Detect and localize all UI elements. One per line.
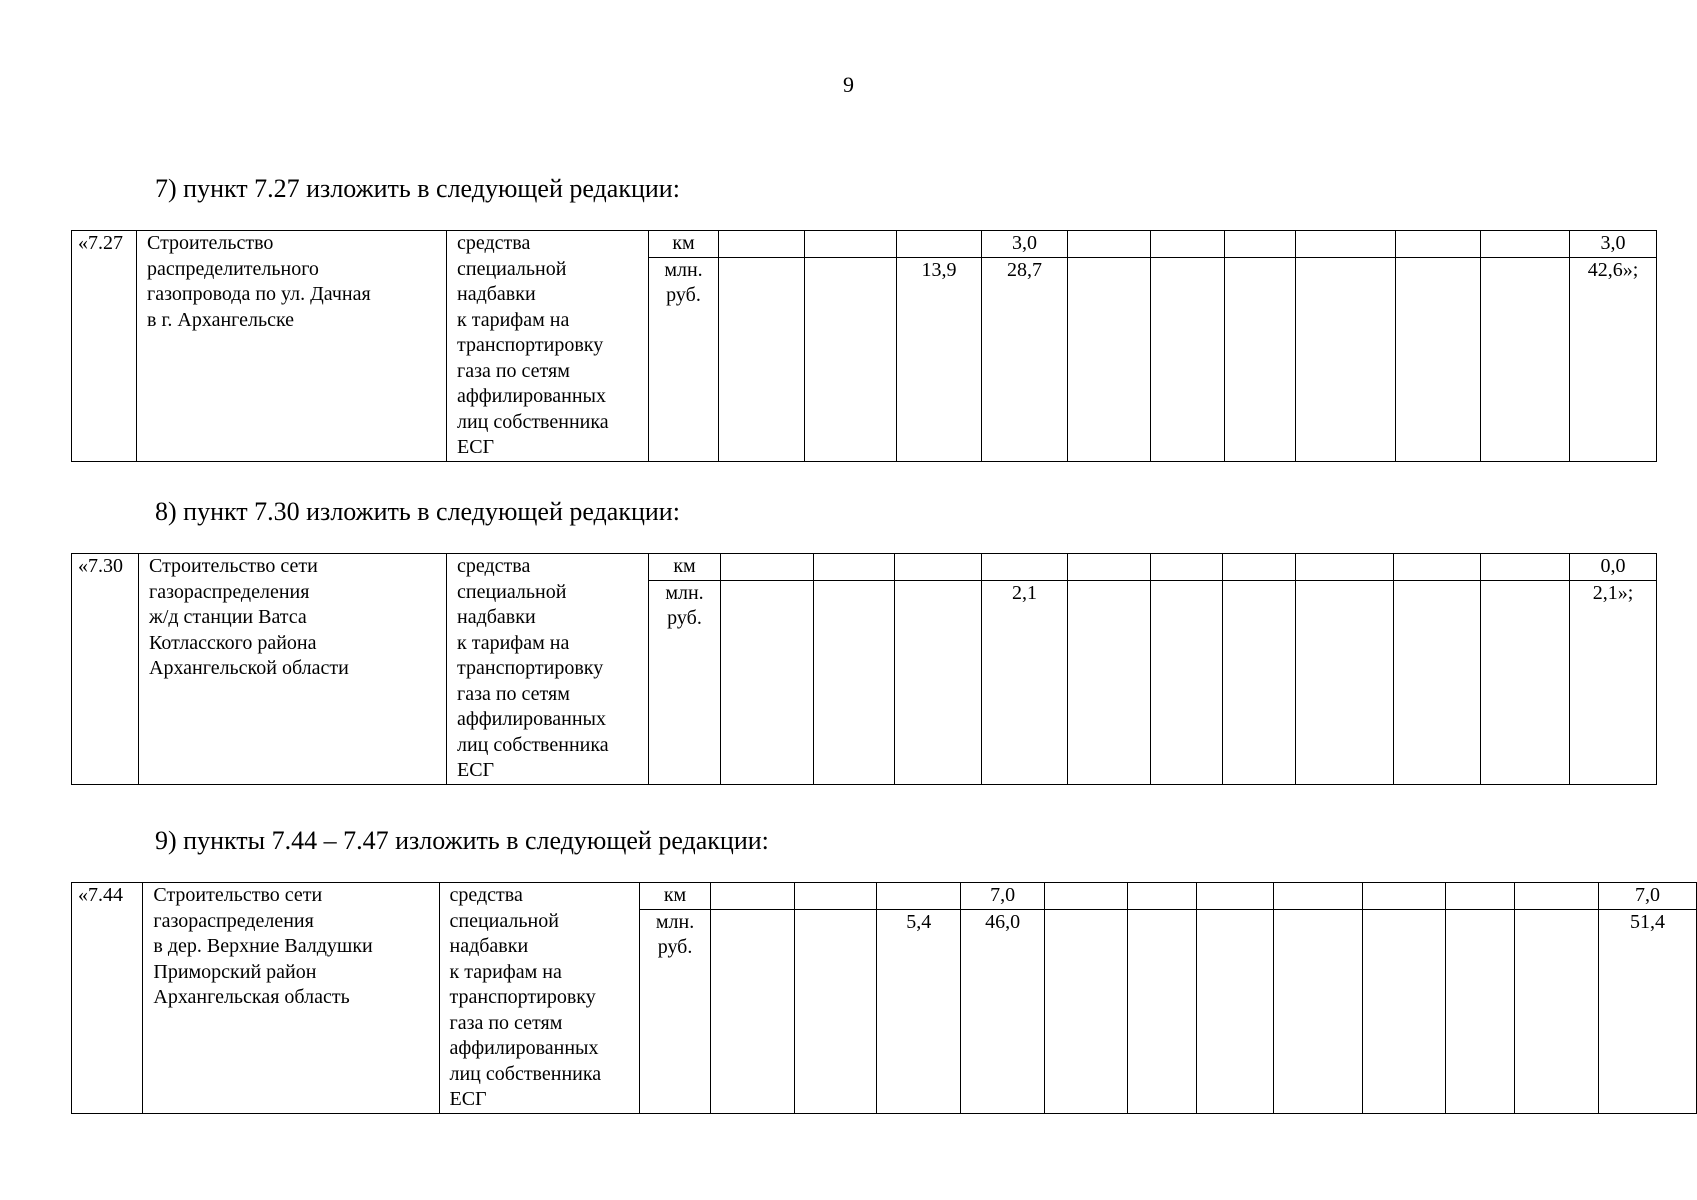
unit-money-line: млн.	[655, 910, 695, 933]
money-value-cell: 46,0	[961, 909, 1045, 1113]
section-heading-9: 9) пункты 7.44 – 7.47 изложить в следующей редакции:	[155, 826, 769, 855]
km-value-cell	[1197, 883, 1274, 910]
funding-source-line: средства	[457, 232, 531, 254]
funding-source-line: газа по сетям	[457, 359, 570, 382]
km-value-cell	[1274, 883, 1363, 910]
unit-money-line: руб.	[667, 607, 702, 629]
km-value-cell	[1481, 231, 1570, 258]
km-value-cell	[1296, 231, 1396, 258]
item-name-line: в дер. Верхние Валдушки	[153, 935, 373, 957]
km-value-cell: 3,0	[982, 231, 1068, 258]
money-value-cell	[1127, 909, 1196, 1113]
item-name-line: Строительство сети	[153, 884, 323, 906]
money-total-cell: 2,1»;	[1570, 580, 1657, 784]
funding-source-line: ЕСГ	[449, 1088, 487, 1110]
funding-source-line: транспортировку	[449, 986, 596, 1008]
item-name-line: газораспределения	[149, 580, 310, 603]
money-value-cell	[1481, 580, 1570, 784]
funding-source-line: ЕСГ	[457, 759, 495, 781]
unit-money	[649, 580, 721, 784]
money-value-cell	[1223, 580, 1296, 784]
money-value-cell	[1363, 909, 1446, 1113]
section-heading-7: 7) пункт 7.27 изложить в следующей редакции:	[155, 174, 680, 203]
item-name-line: ж/д станции Ватса	[149, 606, 307, 628]
money-value-cell: 28,7	[982, 257, 1068, 461]
km-value-cell	[1151, 231, 1225, 258]
funding-source-line: лиц собственника	[457, 410, 609, 433]
km-value-cell	[721, 554, 814, 581]
money-value-cell: 2,1	[982, 580, 1068, 784]
money-value-cell	[1396, 257, 1481, 461]
section-heading-8: 8) пункт 7.30 изложить в следующей редакции:	[155, 497, 680, 526]
money-total-cell: 42,6»;	[1570, 257, 1657, 461]
money-value-cell	[814, 580, 895, 784]
km-value-cell	[711, 883, 795, 910]
item-name-line: Котласского района	[149, 631, 317, 654]
km-total-cell: 7,0	[1599, 883, 1697, 910]
funding-source	[439, 883, 640, 1114]
money-value-cell	[1197, 909, 1274, 1113]
km-value-cell	[1363, 883, 1446, 910]
km-value-cell	[1151, 554, 1223, 581]
money-value-cell	[1274, 909, 1363, 1113]
money-value-cell	[721, 580, 814, 784]
money-spacer-cell	[1515, 909, 1599, 1113]
funding-source-line: специальной	[449, 909, 559, 932]
item-name-line: Архангельская область	[153, 986, 350, 1008]
km-value-cell	[897, 231, 982, 258]
amendment-table-7-30	[71, 553, 1657, 785]
money-value-cell: 13,9	[897, 257, 982, 461]
funding-source	[447, 554, 649, 785]
unit-money	[649, 257, 719, 461]
unit-km: км	[649, 231, 719, 258]
money-value-cell: 5,4	[877, 909, 961, 1113]
page-number: 9	[843, 72, 854, 97]
item-name	[137, 231, 447, 462]
km-value-cell	[794, 883, 877, 910]
funding-source-line: газа по сетям	[457, 682, 570, 705]
funding-source-line: надбавки	[457, 283, 536, 305]
money-value-cell	[1068, 257, 1151, 461]
unit-money-line: руб.	[657, 936, 693, 958]
item-name	[139, 554, 447, 785]
km-value-cell	[1396, 231, 1481, 258]
money-value-cell	[1225, 257, 1296, 461]
km-value-cell	[877, 883, 961, 910]
item-name-line: Строительство сети	[149, 555, 318, 577]
item-name	[143, 883, 439, 1114]
funding-source-line: лиц собственника	[449, 1062, 602, 1085]
funding-source-line: надбавки	[457, 606, 536, 628]
km-value-cell	[1068, 231, 1151, 258]
km-value-cell	[719, 231, 805, 258]
funding-source	[447, 231, 649, 462]
item-name-line: распределительного	[147, 257, 319, 280]
money-value-cell	[895, 580, 982, 784]
km-value-cell: 7,0	[961, 883, 1045, 910]
km-value-cell	[1446, 883, 1515, 910]
money-value-cell	[794, 909, 877, 1113]
item-number: «7.30	[72, 554, 139, 785]
item-name-line: в г. Архангельске	[147, 308, 295, 331]
km-value-cell	[1296, 554, 1394, 581]
unit-money-line: руб.	[666, 284, 701, 306]
money-value-cell	[1296, 580, 1394, 784]
funding-source-line: транспортировку	[457, 334, 604, 356]
km-value-cell	[805, 231, 897, 258]
funding-source-line: к тарифам на	[449, 960, 562, 983]
funding-source-line: к тарифам на	[457, 308, 570, 331]
item-number: «7.27	[72, 231, 137, 462]
funding-source-line: надбавки	[449, 935, 529, 957]
money-value-cell	[1151, 580, 1223, 784]
km-total-cell: 0,0	[1570, 554, 1657, 581]
money-value-cell	[1394, 580, 1481, 784]
money-value-cell	[1481, 257, 1570, 461]
item-name-line: Приморский район	[153, 960, 317, 983]
funding-source-line: специальной	[457, 257, 567, 280]
unit-km: км	[649, 554, 721, 581]
km-total-cell: 3,0	[1570, 231, 1657, 258]
km-value-cell	[982, 554, 1068, 581]
unit-money-line: млн.	[664, 258, 703, 281]
money-value-cell	[1446, 909, 1515, 1113]
money-value-cell	[711, 909, 795, 1113]
funding-source-line: специальной	[457, 580, 567, 603]
item-name-line: газораспределения	[153, 909, 314, 932]
funding-source-line: ЕСГ	[457, 436, 495, 458]
km-value-cell	[1127, 883, 1196, 910]
unit-money-line: млн.	[665, 581, 704, 604]
funding-source-line: транспортировку	[457, 657, 604, 679]
item-name-line: газопровода по ул. Дачная	[147, 283, 371, 305]
money-value-cell	[1068, 580, 1151, 784]
funding-source-line: средства	[449, 884, 523, 906]
money-value-cell	[1296, 257, 1396, 461]
km-value-cell	[895, 554, 982, 581]
amendment-table-7-27	[71, 230, 1657, 462]
funding-source-line: газа по сетям	[449, 1011, 563, 1034]
money-value-cell	[719, 257, 805, 461]
item-number: «7.44	[72, 883, 143, 1114]
km-spacer-cell	[1515, 883, 1599, 910]
km-value-cell	[814, 554, 895, 581]
item-name-line: Архангельской области	[149, 657, 349, 679]
money-value-cell	[1045, 909, 1128, 1113]
km-value-cell	[1225, 231, 1296, 258]
unit-money	[640, 909, 711, 1113]
item-name-line: Строительство	[147, 232, 274, 254]
km-value-cell	[1394, 554, 1481, 581]
funding-source-line: лиц собственника	[457, 733, 609, 756]
km-value-cell	[1045, 883, 1128, 910]
money-value-cell	[805, 257, 897, 461]
km-value-cell	[1223, 554, 1296, 581]
funding-source-line: средства	[457, 555, 531, 577]
money-total-cell: 51,4	[1599, 909, 1697, 1113]
funding-source-line: к тарифам на	[457, 631, 570, 654]
km-value-cell	[1481, 554, 1570, 581]
money-value-cell	[1151, 257, 1225, 461]
funding-source-line: аффилированных	[449, 1037, 599, 1059]
unit-km: км	[640, 883, 711, 910]
km-value-cell	[1068, 554, 1151, 581]
amendment-table-7-44	[71, 882, 1697, 1114]
funding-source-line: аффилированных	[457, 385, 606, 407]
funding-source-line: аффилированных	[457, 708, 606, 730]
